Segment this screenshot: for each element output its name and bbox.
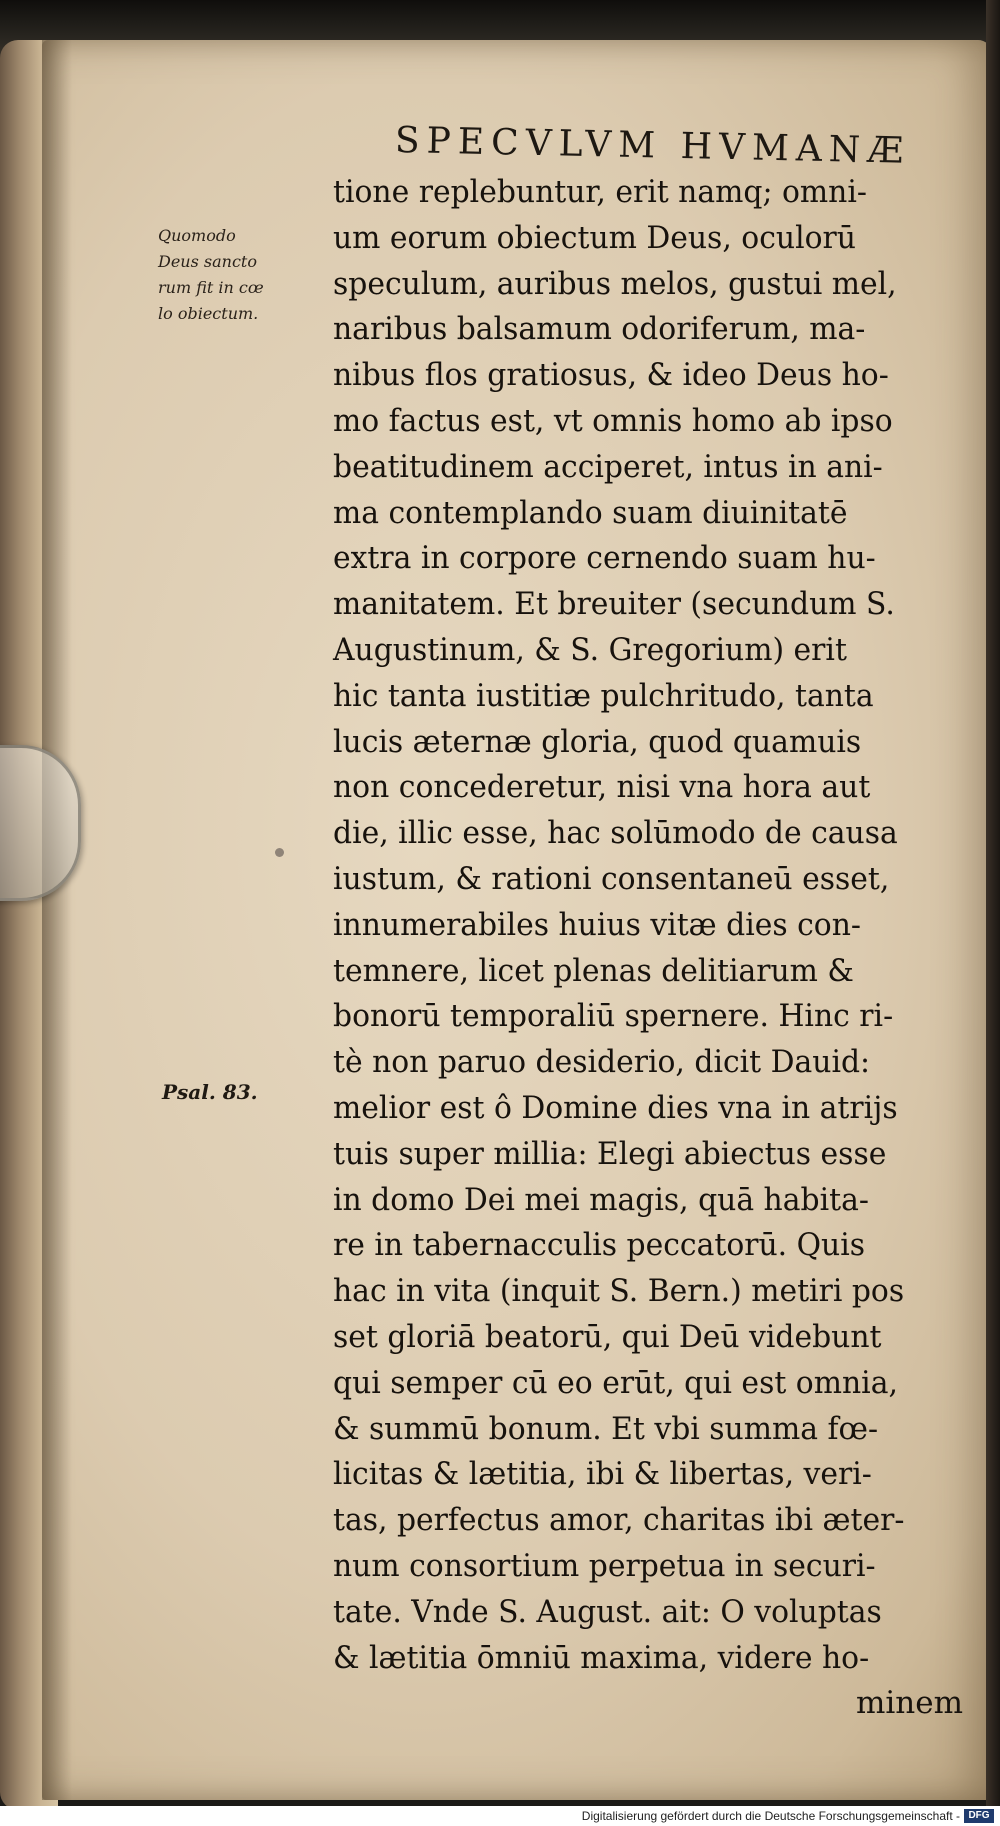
text-line: non concederetur, nisi vna hora aut bbox=[333, 769, 871, 806]
text-line: nibus flos gratiosus, & ideo Deus ho- bbox=[333, 357, 889, 394]
text-line: licitas & lætitia, ibi & libertas, veri- bbox=[333, 1456, 872, 1493]
body-text bbox=[333, 170, 973, 1727]
running-head: SPECVLVM HVMANÆ bbox=[394, 120, 911, 172]
text-line: qui semper cū eo erūt, qui est omnia, bbox=[333, 1364, 898, 1401]
text-line: melior est ô Domine dies vna in atrijs bbox=[333, 1089, 898, 1126]
text-line: speculum, auribus melos, gustui mel, bbox=[333, 265, 897, 302]
scan-right-edge bbox=[986, 0, 1000, 1826]
text-line: & summū bonum. Et vbi summa fœ- bbox=[333, 1410, 879, 1447]
text-line: extra in corpore cernendo suam hu- bbox=[333, 540, 876, 577]
gutter-shadow bbox=[42, 40, 72, 1800]
text-line: beatitudinem acciperet, intus in ani- bbox=[333, 448, 883, 485]
text-line: mo factus est, vt omnis homo ab ipso bbox=[333, 402, 893, 439]
margin-note-line: rum fit in cœ bbox=[158, 278, 264, 297]
text-line: lucis æternæ gloria, quod quamuis bbox=[333, 723, 862, 760]
dfg-logo-icon: DFG bbox=[964, 1809, 994, 1823]
margin-note-line: lo obiectum. bbox=[158, 304, 259, 323]
text-line: in domo Dei mei magis, quā habita- bbox=[333, 1181, 869, 1218]
text-line: tuis super millia: Elegi abiectus esse bbox=[333, 1135, 887, 1172]
digitization-footer bbox=[0, 1806, 1000, 1826]
text-line: iustum, & rationi consentaneū esset, bbox=[333, 860, 890, 897]
text-line: minem bbox=[855, 1685, 963, 1722]
text-line: & lætitia ōmniū maxima, videre ho- bbox=[333, 1639, 870, 1676]
margin-psalm-reference: Psal. 83. bbox=[162, 1080, 258, 1104]
text-line: set gloriā beatorū, qui Deū videbunt bbox=[333, 1318, 882, 1355]
text-line: innumerabiles huius vitæ dies con- bbox=[333, 906, 861, 943]
margin-note-line: Quomodo bbox=[158, 226, 236, 245]
text-line: tate. Vnde S. August. ait: O voluptas bbox=[333, 1593, 882, 1630]
text-line: hic tanta iustitiæ pulchritudo, tanta bbox=[333, 677, 874, 714]
text-line: tas, perfectus amor, charitas ibi æter- bbox=[333, 1502, 905, 1539]
text-line: tione replebuntur, erit namq; omni- bbox=[333, 174, 867, 210]
margin-note-line: Deus sancto bbox=[158, 252, 257, 271]
margin-note bbox=[158, 223, 328, 327]
text-line: naribus balsamum odoriferum, ma- bbox=[333, 311, 866, 348]
page-stain bbox=[275, 848, 284, 857]
text-line: die, illic esse, hac solūmodo de causa bbox=[333, 815, 898, 852]
funding-credit: Digitalisierung gefördert durch die Deutsche Forschungsgemeinschaft - bbox=[581, 1809, 960, 1823]
text-line: tè non paruo desiderio, dicit Dauid: bbox=[333, 1044, 871, 1081]
text-line: bonorū temporaliū spernere. Hinc ri- bbox=[333, 998, 894, 1035]
text-line: um eorum obiectum Deus, oculorū bbox=[333, 219, 856, 256]
text-line: num consortium perpetua in securi- bbox=[333, 1547, 876, 1584]
text-line: ma contemplando suam diuinitatē bbox=[333, 494, 848, 531]
text-line: temnere, licet plenas delitiarum & bbox=[333, 952, 854, 989]
text-line: re in tabernacculis peccatorū. Quis bbox=[333, 1227, 866, 1264]
text-line: hac in vita (inquit S. Bern.) metiri pos bbox=[333, 1273, 905, 1310]
text-line: manitatem. Et breuiter (secundum S. bbox=[333, 586, 895, 623]
text-line: Augustinum, & S. Gregorium) erit bbox=[333, 631, 847, 668]
